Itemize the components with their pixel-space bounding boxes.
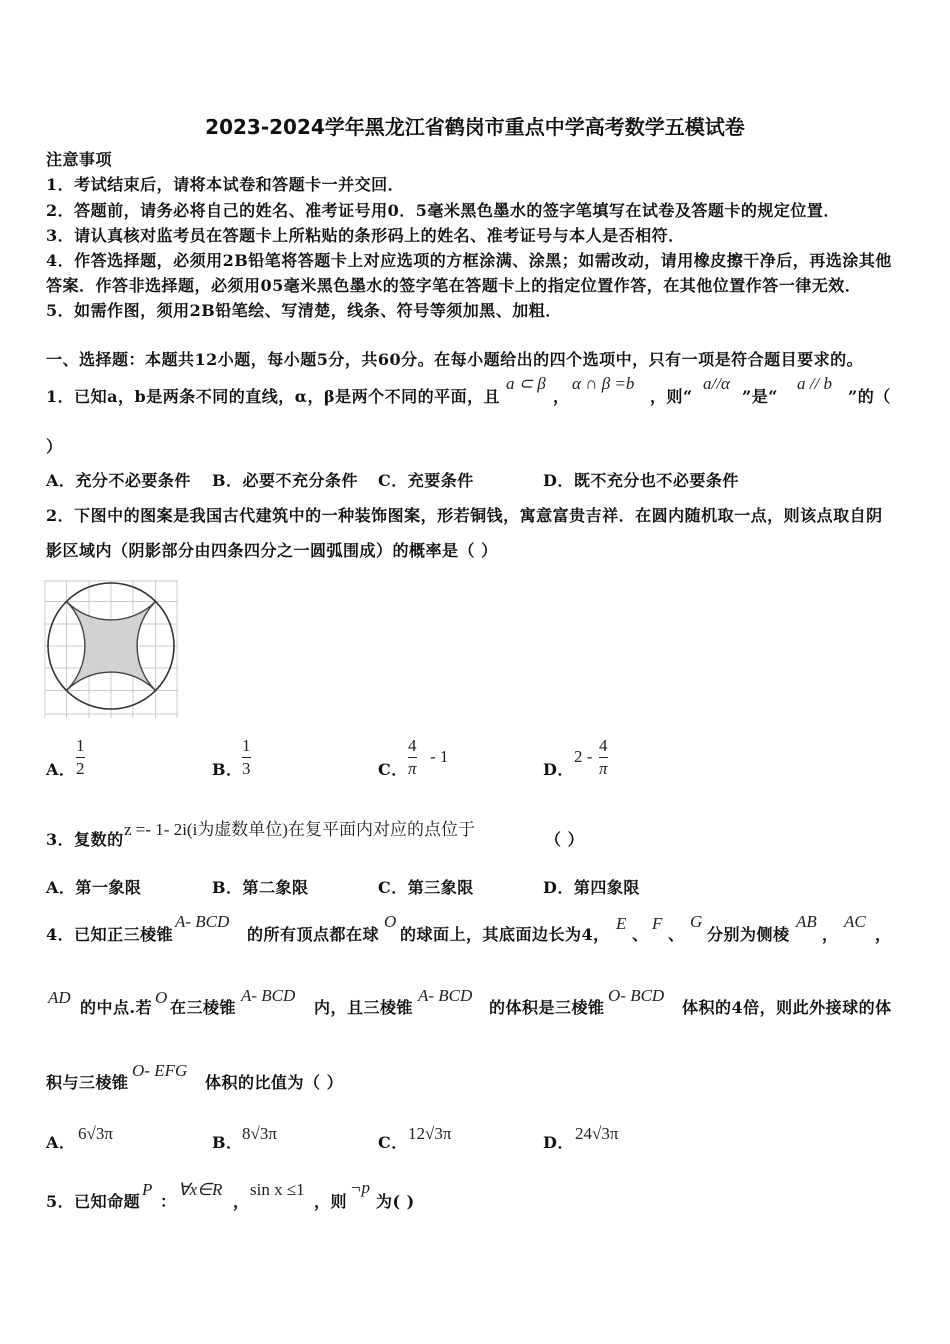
q3-option-a: A．第一象限 (46, 878, 142, 897)
q4-text: 体积的4倍，则此外接球的体 (682, 998, 892, 1017)
q5-math: sin x ≤1 (250, 1180, 305, 1199)
section-heading: 一、选择题：本题共12小题，每小题5分，共60分。在每小题给出的四个选项中，只有一项是符合题目要求的。 (46, 350, 864, 369)
q1-math: a//α (703, 374, 730, 393)
fraction-bar (599, 757, 608, 758)
q2-option-a-label: A． (46, 760, 76, 779)
q3-text: （ ） (545, 830, 585, 849)
q4-math: AD (48, 988, 71, 1007)
q4-text: 在三棱锥 (170, 998, 237, 1017)
fraction-bar (408, 757, 417, 758)
q4-text: 的中点.若 (80, 998, 153, 1017)
q4-text: 积与三棱锥 (46, 1073, 129, 1092)
q4-math: F (652, 914, 663, 933)
q4-text: ， (875, 925, 892, 944)
q3-text: 3．复数的 (46, 830, 124, 849)
q2-option-c-label: C． (378, 760, 408, 779)
q4-math: O (155, 988, 168, 1007)
numerator: 1 (242, 736, 251, 755)
q4-option-b-label: B． (212, 1133, 243, 1152)
numerator: 1 (76, 736, 85, 755)
q4-option-d-value: 24√3π (575, 1124, 619, 1143)
q5-text: ，则 (314, 1192, 348, 1211)
q4-text: 分别为侧棱 (707, 925, 790, 944)
q4-text: ， (822, 925, 839, 944)
q1-text: ） (46, 437, 63, 456)
q4-text: 、 (668, 925, 685, 944)
q4-math: A- BCD (418, 986, 473, 1005)
q5-text: 5．已知命题 (46, 1192, 141, 1211)
notice-item: 1．考试结束后，请将本试卷和答题卡一并交回． (46, 175, 405, 194)
q2-text: 影区域内（阴影部分由四条四分之一圆弧围成）的概率是（ ） (46, 541, 498, 560)
q4-text: 的所有顶点都在球 (247, 925, 380, 944)
q2-option-a-fraction (76, 736, 85, 779)
q1-option-a: A．充分不必要条件 (46, 471, 191, 490)
q1-text: ”是“ (742, 387, 778, 406)
q1-math: a // b (797, 374, 832, 393)
q4-math: E (616, 914, 627, 933)
q4-math: O- EFG (132, 1061, 188, 1080)
page-title: 2023-2024学年黑龙江省鹤岗市重点中学高考数学五模试卷 (205, 115, 745, 139)
q4-text: 的球面上，其底面边长为4， (400, 925, 610, 944)
q4-math: O- BCD (608, 986, 665, 1005)
q3-option-b: B．第二象限 (212, 878, 309, 897)
q1-math: a ⊂ β (506, 374, 546, 393)
notice-heading: 注意事项 (46, 150, 113, 169)
q5-text: ： (160, 1192, 177, 1211)
denominator: 3 (242, 759, 251, 778)
q4-text: 体积的比值为（ ） (205, 1073, 344, 1092)
q4-option-b-value: 8√3π (242, 1124, 277, 1143)
notice-item: 答案．作答非选择题，必须用05毫米黑色墨水的签字笔在答题卡上的指定位置作答，在其他位置作答一律无效． (46, 276, 862, 295)
q4-math: O (384, 912, 397, 931)
q1-text: 1．已知a，b是两条不同的直线，α，β是两个不同的平面，且 (46, 387, 501, 406)
q5-math: P (142, 1180, 153, 1199)
q1-text: ”的（ (848, 387, 891, 406)
q1-option-c: C．充要条件 (378, 471, 474, 490)
q3-option-c: C．第三象限 (378, 878, 474, 897)
fraction-bar (76, 757, 85, 758)
q5-math: ∀x∈R (178, 1180, 223, 1199)
q1-text: ， (553, 387, 570, 406)
notice-item: 2．答题前，请务必将自己的姓名、准考证号用0．5毫米黑色墨水的签字笔填写在试卷及答题卡的规定位置． (46, 201, 840, 220)
coin-pattern-figure (44, 578, 180, 720)
numerator: 4 (408, 736, 417, 755)
q4-math: AC (844, 912, 866, 931)
q2-option-c-suffix: - 1 (430, 747, 449, 766)
notice-item: 4．作答选择题，必须用2B铅笔将答题卡上对应选项的方框涂满、涂黑；如需改动，请用橡皮擦干净后，再选涂其他 (46, 251, 892, 270)
q4-text: 4．已知正三棱锥 (46, 925, 174, 944)
q1-math: α ∩ β =b (572, 374, 635, 393)
notice-item: 5．如需作图，须用2B铅笔绘、写清楚，线条、符号等须加黑、加粗． (46, 301, 562, 320)
q1-text: ，则“ (650, 387, 693, 406)
denominator: 2 (76, 759, 85, 778)
q4-option-d-label: D． (543, 1133, 574, 1152)
q3-math: z =- 1- 2i(i为虚数单位)在复平面内对应的点位于 (124, 820, 475, 839)
q2-option-d-prefix: 2 - (574, 747, 593, 766)
q4-option-c-value: 12√3π (408, 1124, 452, 1143)
q2-option-c-fraction (408, 736, 417, 779)
numerator: 4 (599, 736, 608, 755)
q4-text: 的体积是三棱锥 (489, 998, 605, 1017)
q2-option-b-fraction (242, 736, 251, 779)
q1-option-b: B．必要不充分条件 (212, 471, 359, 490)
denominator: π (408, 759, 417, 778)
q4-text: 、 (632, 925, 649, 944)
q4-text: 内，且三棱锥 (314, 998, 414, 1017)
q4-math: A- BCD (241, 986, 296, 1005)
q4-option-a-value: 6√3π (78, 1124, 113, 1143)
q4-math: A- BCD (175, 912, 230, 931)
q3-option-d: D．第四象限 (543, 878, 640, 897)
q2-option-d-label: D． (543, 760, 574, 779)
q5-math: ¬p (350, 1178, 370, 1197)
q5-text: 为( ) (376, 1192, 415, 1211)
q4-math: AB (796, 912, 817, 931)
q2-option-b-label: B． (212, 760, 243, 779)
denominator: π (599, 759, 608, 778)
q4-math: G (690, 912, 703, 931)
q5-text: ， (233, 1192, 250, 1211)
q2-option-d-fraction (599, 736, 608, 779)
fraction-bar (242, 757, 251, 758)
q4-option-c-label: C． (378, 1133, 408, 1152)
q4-option-a-label: A． (46, 1133, 76, 1152)
q1-option-d: D．既不充分也不必要条件 (543, 471, 739, 490)
q2-text: 2．下图中的图案是我国古代建筑中的一种装饰图案，形若铜钱，寓意富贵吉祥．在圆内随机取一点，则该点取自阴 (46, 506, 883, 525)
notice-item: 3．请认真核对监考员在答题卡上所粘贴的条形码上的姓名、准考证号与本人是否相符． (46, 226, 685, 245)
